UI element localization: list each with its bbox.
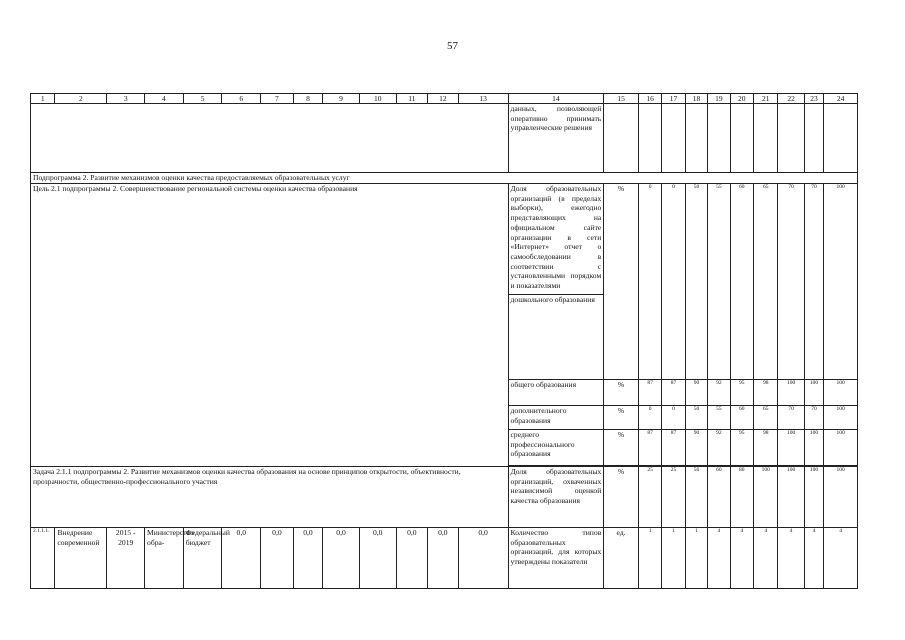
empty-cell (730, 104, 753, 173)
goal-title: Цель 2.1 подпрограммы 2. Совершенствование региональной системы оценки качества образования (31, 184, 509, 467)
subprogram-title: Подпрограмма 2. Развитие механизмов оценки качества предоставляемых образовательных услуг (31, 173, 858, 184)
value-cell: 100 (824, 380, 858, 406)
value-cell: 70 (778, 406, 804, 430)
header-cell: 4 (145, 94, 184, 104)
value-cell: 4 (804, 528, 823, 589)
unit-cell: % (604, 406, 639, 430)
task-title: Задача 2.1.1 подпрограммы 2. Развитие механизмов оценки качества образования на основе принципов открытости, объективности, прозрачности, общественно-профессионального участия (31, 467, 509, 528)
empty-cell (638, 104, 661, 173)
activity-row (31, 528, 858, 589)
header-cell: 17 (662, 94, 685, 104)
subprogram-row (31, 173, 858, 184)
unit-cell: % (604, 467, 639, 528)
indicator-sublabel: дошкольного образования (508, 294, 605, 305)
value-cell: 100 (778, 467, 804, 528)
value-cell: 95 (730, 430, 753, 466)
value-cell: 80 (730, 467, 753, 528)
amount-cell: 0,0 (323, 528, 360, 589)
value-cell: 65 (753, 184, 777, 380)
value-cell: 100 (804, 467, 823, 528)
value-cell: 87 (638, 380, 661, 406)
value-cell: 87 (662, 380, 685, 406)
value-cell: 100 (804, 430, 823, 466)
value-cell: 60 (730, 184, 753, 380)
value-cell: 70 (778, 184, 804, 380)
header-cell: 23 (804, 94, 823, 104)
program-table (30, 93, 858, 589)
value-cell: 87 (638, 430, 661, 466)
header-cell: 20 (730, 94, 753, 104)
amount-cell: 0,0 (261, 528, 294, 589)
header-cell: 12 (428, 94, 459, 104)
empty-cell (662, 104, 685, 173)
goal-row (31, 184, 858, 380)
indicator-text: среднего профессионального образования (508, 430, 604, 466)
amount-cell: 0,0 (293, 528, 323, 589)
value-cell: 100 (824, 467, 858, 528)
empty-cell (753, 104, 777, 173)
empty-cell (685, 104, 707, 173)
unit-cell: % (604, 184, 639, 380)
header-cell: 15 (604, 94, 639, 104)
value-cell: 100 (804, 380, 823, 406)
task-row (31, 467, 858, 528)
value-cell: 0 (638, 184, 661, 380)
empty-cell (824, 104, 858, 173)
value-cell: 95 (730, 380, 753, 406)
continuation-row (31, 104, 858, 173)
value-cell: 50 (685, 184, 707, 380)
amount-cell: 0,0 (222, 528, 261, 589)
activity-code: 2.1.1.1. (31, 528, 55, 589)
amount-cell: 0,0 (359, 528, 396, 589)
empty-cell (778, 104, 804, 173)
page-number: 57 (447, 40, 458, 52)
value-cell: 100 (753, 467, 777, 528)
amount-cell: 0,0 (396, 528, 428, 589)
value-cell: 65 (753, 406, 777, 430)
value-cell: 100 (778, 430, 804, 466)
value-cell: 25 (638, 467, 661, 528)
empty-cell (604, 104, 639, 173)
value-cell: 4 (708, 528, 730, 589)
header-cell: 11 (396, 94, 428, 104)
indicator-text: Доля образовательных организаций (в пределах выборки), ежегодно представляющих на официальном сайте организации в сети «Интернет» отчет о самообследовании в соответствии с установленными порядком и показателями дошкольного образования (508, 184, 604, 380)
value-cell: 4 (753, 528, 777, 589)
header-row (31, 94, 858, 104)
value-cell: 55 (708, 184, 730, 380)
value-cell: 70 (804, 406, 823, 430)
header-cell: 7 (261, 94, 294, 104)
unit-cell: % (604, 430, 639, 466)
value-cell: 100 (824, 406, 858, 430)
value-cell: 4 (778, 528, 804, 589)
value-cell: 60 (708, 467, 730, 528)
indicator-text: Доля образовательных организаций, охваченных независимой оценкой качества образования (508, 467, 604, 528)
activity-name: Внедрение современной (55, 528, 107, 589)
activity-source: Федеральный бюджет (183, 528, 222, 589)
value-cell: 98 (753, 430, 777, 466)
header-cell: 21 (753, 94, 777, 104)
value-cell: 25 (662, 467, 685, 528)
value-cell: 4 (824, 528, 858, 589)
empty-cell (708, 104, 730, 173)
activity-executor: Министерство обра- (145, 528, 184, 589)
value-cell: 90 (685, 380, 707, 406)
amount-cell: 0,0 (428, 528, 459, 589)
value-cell: 70 (804, 184, 823, 380)
header-cell: 19 (708, 94, 730, 104)
value-cell: 60 (730, 406, 753, 430)
unit-cell: ед. (604, 528, 639, 589)
value-cell: 100 (778, 380, 804, 406)
header-cell: 22 (778, 94, 804, 104)
header-cell: 6 (222, 94, 261, 104)
indicator-text: данных, позволяющей оперативно принимать управленческие решения (508, 104, 604, 173)
indicator-text: дополнительного образования (508, 406, 604, 430)
value-cell: 1 (662, 528, 685, 589)
value-cell: 0 (662, 184, 685, 380)
header-cell: 9 (323, 94, 360, 104)
header-cell: 2 (55, 94, 107, 104)
value-cell: 92 (708, 430, 730, 466)
value-cell: 1 (638, 528, 661, 589)
header-cell: 5 (183, 94, 222, 104)
header-cell: 13 (458, 94, 508, 104)
header-cell: 16 (638, 94, 661, 104)
value-cell: 87 (662, 430, 685, 466)
header-cell: 24 (824, 94, 858, 104)
activity-period: 2015 - 2019 (107, 528, 145, 589)
header-cell: 8 (293, 94, 323, 104)
value-cell: 50 (685, 406, 707, 430)
indicator-text: общего образования (508, 380, 604, 406)
empty-cell (31, 104, 509, 173)
header-cell: 10 (359, 94, 396, 104)
value-cell: 100 (824, 430, 858, 466)
unit-cell: % (604, 380, 639, 406)
value-cell: 0 (662, 406, 685, 430)
value-cell: 1 (685, 528, 707, 589)
value-cell: 90 (685, 430, 707, 466)
value-cell: 0 (638, 406, 661, 430)
value-cell: 4 (730, 528, 753, 589)
value-cell: 92 (708, 380, 730, 406)
value-cell: 100 (824, 184, 858, 380)
value-cell: 55 (708, 406, 730, 430)
value-cell: 56 (685, 467, 707, 528)
amount-cell: 0,0 (458, 528, 508, 589)
header-cell: 1 (31, 94, 55, 104)
header-cell: 14 (508, 94, 604, 104)
header-cell: 3 (107, 94, 145, 104)
empty-cell (804, 104, 823, 173)
value-cell: 98 (753, 380, 777, 406)
header-cell: 18 (685, 94, 707, 104)
indicator-text: Количество типов образовательных организаций, для которых утверждены показатели (508, 528, 604, 589)
